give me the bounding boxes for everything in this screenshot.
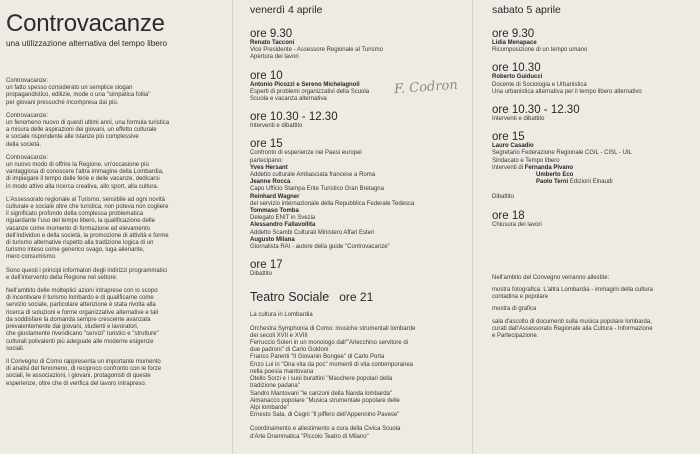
- intro-line: di turismo alternative rispetto alla tradizione logica di un: [6, 240, 154, 247]
- exhibit-paragraph: [492, 275, 694, 282]
- teatro-line: Ferruccio Soleri in un monologo dall'"Arlecchino servitore di: [250, 340, 409, 347]
- teatro-line: Orchestra Symphonia di Como: musiche strumentali lombarde: [250, 325, 416, 332]
- teatro-program: [250, 326, 466, 420]
- speaker-name: Paolo Terni: [536, 179, 569, 186]
- intro-paragraph: [6, 268, 226, 282]
- slot-detail: Addetto culturale Ambasciata francese a Roma: [250, 172, 376, 179]
- speaker-row: [492, 179, 694, 186]
- slot-detail: Esperti di problemi organizzativi della Scuola: [250, 88, 370, 95]
- slot-detail: Ricomposizione di un tempo umano: [492, 47, 588, 54]
- intro-line: il significato profondo della complessa problematica: [6, 211, 144, 218]
- slot-time: ore 10.30: [492, 62, 541, 75]
- slot-time: ore 18: [492, 209, 525, 222]
- speaker-row: [492, 165, 694, 172]
- teatro-heading: [250, 290, 466, 304]
- speaker-name: Alessandro Fallavollita: [250, 222, 316, 229]
- intro-line: per giovani pressoché incompresa dai più.: [6, 99, 119, 106]
- teatro-line: nella poesia mantovana: [250, 368, 314, 375]
- exhibits: [492, 275, 694, 340]
- exhibit-paragraph: [492, 287, 694, 301]
- speaker-name: Jeanne Rocca: [250, 179, 291, 186]
- slot-time: ore 15: [492, 131, 525, 144]
- speaker-name: Umberto Eco: [536, 172, 574, 179]
- schedule-slot: [250, 259, 466, 278]
- intro-paragraph: [6, 359, 226, 388]
- slot-time: ore 15: [250, 138, 283, 151]
- intro-line: sociali, le associazioni, i giovani, protagonisti di queste: [6, 373, 151, 380]
- intro-line: di incentivare il turismo lombardo e di qualificarne come: [6, 295, 154, 302]
- intro-line: turismo inteso come generico svago, luga alienante,: [6, 247, 145, 254]
- intro-line: un fatto spesso considerato un semplice slogan: [6, 85, 133, 92]
- intro-line: prevalentemente dai giovani, studenti e lavoratori,: [6, 324, 139, 331]
- slot-detail: Addetto Scambi Culturali Ministero Affari Esteri: [250, 229, 375, 236]
- speaker-name: Lidia Menapace: [492, 40, 537, 46]
- schedule-slot: [492, 104, 694, 123]
- slot-detail: del servizio internazionale della Repubblica Federale Tedesca: [250, 200, 415, 207]
- slot-detail: Interventi e dibattito: [492, 116, 545, 123]
- credit-line: d'Arte Drammatica "Piccolo Teatro di Milano": [250, 433, 369, 440]
- intro-line: dell'individuo e della società, la promozione di attività e forme: [6, 232, 169, 239]
- intro-line: Il Convegno di Como rappresenta un importante momento: [6, 358, 161, 365]
- teatro-line: Ernesto Sala, di Cegni "Il piffero dell'Appennino Pavese": [250, 412, 400, 419]
- intro-line: riguardante l'uso del tempo libero, la qualificazione delle: [6, 218, 155, 225]
- slot-time: ore 9.30: [250, 28, 293, 40]
- slot-detail: Sindacato e Tempo libero: [492, 157, 560, 164]
- friday-column: [232, 0, 472, 454]
- slot-detail: Docente di Sociologia e Urbanistica: [492, 81, 587, 88]
- teatro-line: Otello Sorzi e i suoi burattini "Maschere popolari della: [250, 376, 393, 383]
- slot-detail: Scuola e vacanza alternativa: [250, 96, 327, 103]
- intro-line: e dell'intervento della Regione nel settore.: [6, 274, 118, 281]
- intro-paragraph: [6, 197, 226, 262]
- intro-line: mero consumismo.: [6, 254, 57, 261]
- schedule-slot: [250, 28, 466, 62]
- intro-line: vacanze come momento di formazione ed elevamento: [6, 225, 151, 232]
- slot-detail: Vice Presidente - Assessore Regionale al Turismo: [250, 47, 383, 54]
- saturday-column: [472, 0, 700, 454]
- slot-detail: Una urbanistica alternativa per il tempo libero alternativo: [492, 88, 642, 95]
- intro-line: servizio sociale, particolare attenzione è stata rivolta alla: [6, 302, 156, 309]
- exhibit-line: contadina e popolare: [492, 294, 549, 301]
- speaker-name: Roberto Guiducci: [492, 74, 543, 81]
- speaker-name: Fernanda Pivano: [524, 164, 574, 171]
- intro-text: [6, 78, 226, 388]
- schedule-slot: [492, 131, 694, 201]
- exhibit-paragraph: [492, 306, 694, 313]
- teatro-time: ore 21: [339, 290, 374, 305]
- slot-detail: Capo Ufficio Stampa Ente Turistico Gran Bretagna: [250, 186, 384, 193]
- saturday-day-heading: sabato 5 aprile: [492, 4, 561, 16]
- intro-line: L'Assessorato regionale al Turismo, sensibile ad ogni novità: [6, 196, 165, 203]
- friday-schedule: [250, 28, 466, 278]
- friday-day-heading: venerdì 4 aprile: [250, 4, 323, 16]
- teatro-line: Sandro Mantovani "le canzoni della filanda lombarda": [250, 390, 393, 397]
- slot-time: ore 10.30 - 12.30: [250, 111, 338, 124]
- intro-paragraph: [6, 113, 226, 149]
- teatro-credits: [250, 426, 466, 440]
- intro-line: esperienze, oltre che di verifica del lavoro intrapreso.: [6, 380, 147, 387]
- intro-column: [0, 0, 232, 454]
- teatro-name: Teatro Sociale: [250, 290, 330, 305]
- speaker-name: Lauro Casadio: [492, 143, 534, 150]
- exhibit-line: mostra di grafica: [492, 306, 537, 313]
- speakers-label: Interventi di: [492, 164, 524, 171]
- intro-paragraph: [6, 78, 226, 107]
- intro-line: Sono questi i principi informatori degli indirizzi programmatici: [6, 267, 168, 274]
- slot-detail: Delegato ENIT in Svezia: [250, 215, 316, 222]
- speaker-name: Augusto Milana: [250, 236, 295, 243]
- schedule-slot: [492, 210, 694, 229]
- intro-line: da soddisfare la domanda sempre crescente avanzata: [6, 316, 151, 323]
- teatro-line: tradizione padana": [250, 383, 300, 390]
- speaker-name: Reinhard Wagner: [250, 193, 300, 200]
- credit-line: Coordinamento e allestimento a cura della Civica Scuola: [250, 426, 401, 433]
- intro-line: sociali.: [6, 345, 25, 352]
- teatro-subtitle: La cultura in Lombardia: [250, 312, 313, 319]
- slot-detail: Interventi e dibattito: [250, 123, 303, 130]
- schedule-slot: [250, 138, 466, 251]
- slot-detail: Apertura dei lavori: [250, 54, 299, 61]
- intro-paragraph: [6, 155, 226, 191]
- exhibit-line: sala d'ascolto di documenti sulla musica popolare lombarda,: [492, 318, 652, 325]
- schedule-slot: [492, 28, 694, 54]
- teatro-line: due padroni" di Carlo Goldoni: [250, 347, 329, 354]
- intro-line: ricerca di soluzioni e forme organizzative alternative e tali: [6, 309, 159, 316]
- teatro-line: Enzo Lui in "Ona vita da poc" momenti di vita contemporanea: [250, 361, 414, 368]
- exhibit-line: curati dall'Assessorato Regionale alla Cultura - Informazione: [492, 325, 653, 332]
- intro-line: culturale e sociale oltre che turistica, non poteva non cogliere: [6, 204, 169, 211]
- intro-line: in modo attivo alla ricerca creativa, allo sport, alla cultura.: [6, 183, 159, 190]
- slot-detail: partecipano:: [250, 157, 284, 164]
- intro-line: culturali polivalenti più adeguate alle moderne esigenze: [6, 338, 154, 345]
- speaker-name: Renato Tacconi: [250, 40, 295, 46]
- slot-detail: Chiusura dei lavori: [492, 221, 542, 228]
- slot-detail: Confronto di esperienze nei Paesi europei: [250, 150, 362, 157]
- exhibit-line: e Partecipazione.: [492, 333, 539, 340]
- handwritten-signature: F. Codron: [393, 77, 459, 98]
- intro-line: di impiegare il tempo delle ferie e delle vacanze, dedicarsi: [6, 176, 160, 183]
- page-subtitle: una utilizzazione alternativa del tempo libero: [6, 39, 168, 48]
- speaker-row: [492, 172, 694, 179]
- intro-line: propagandistico, edilizie, mode o una "simpatica follia": [6, 92, 151, 99]
- intro-line: di analisi del fenomeno, di reciproco confronto con le forze: [6, 366, 162, 373]
- slot-time: ore 17: [250, 259, 283, 272]
- intro-line: che giustamente rivendicano "servizi" turistici e "strutture": [6, 331, 159, 338]
- exhibit-line: Nell'ambito del Convegno verranno allestite:: [492, 274, 610, 281]
- teatro-line: dei secoli XVII e XVIII: [250, 332, 308, 339]
- speaker-name: Tommaso Tomba: [250, 208, 299, 215]
- slot-time: ore 10.30 - 12.30: [492, 104, 580, 117]
- slot-detail: Dibattito: [250, 271, 273, 278]
- slot-detail: Giornalista RAI - autore della guide "Controvacanze": [250, 244, 390, 251]
- schedule-slot: [492, 62, 694, 96]
- slot-time: ore 10: [250, 69, 283, 82]
- intro-line: un nuovo modo di offrire la Regione, un'occasione più: [6, 162, 149, 169]
- intro-line: e sociale rispondente alle istanze più complessive: [6, 134, 139, 141]
- intro-line: Controvacanze:: [6, 112, 49, 119]
- speaker-name: Antonio Picozzi e Sereno Michelagnoli: [250, 81, 360, 88]
- slot-detail: Segretario Federazione Regionale CGIL - CISL - UIL: [492, 150, 632, 157]
- slot-time: ore 9.30: [492, 28, 535, 40]
- teatro-line: Franco Parenti "Il Giovanin Bongee" di Carlo Porta: [250, 354, 385, 361]
- exhibit-paragraph: [492, 319, 694, 341]
- speaker-name: Yves Hersant: [250, 164, 288, 171]
- schedule-slot: [250, 111, 466, 130]
- intro-line: Controvacanze:: [6, 78, 49, 84]
- slot-after: Dibattito: [492, 194, 515, 201]
- intro-line: Controvacanze:: [6, 154, 49, 161]
- intro-line: a misura delle aspirazioni dei giovani, un effetto culturale: [6, 127, 157, 134]
- teatro-line: Almanacco popolare "Musica strumentale popolare delle: [250, 397, 400, 404]
- exhibit-line: mostra fotografica: L'altra Lombardia - immagini della cultura: [492, 287, 653, 294]
- intro-line: un fenomeno nuovo di questi ultimi anni, una formula turistica: [6, 120, 170, 127]
- intro-line: Nell'ambito delle molteplici azioni intraprese con lo scopo: [6, 288, 158, 295]
- intro-line: della società.: [6, 141, 42, 148]
- intro-line: vantaggiosa di conoscere l'altra immagine della Lombardia,: [6, 169, 164, 176]
- speaker-note: Edizioni Einaudi: [569, 179, 613, 186]
- intro-paragraph: [6, 288, 226, 353]
- saturday-schedule: [492, 28, 694, 229]
- teatro-line: Alpi lombarde": [250, 404, 289, 411]
- page-title: Controvacanze: [6, 10, 165, 37]
